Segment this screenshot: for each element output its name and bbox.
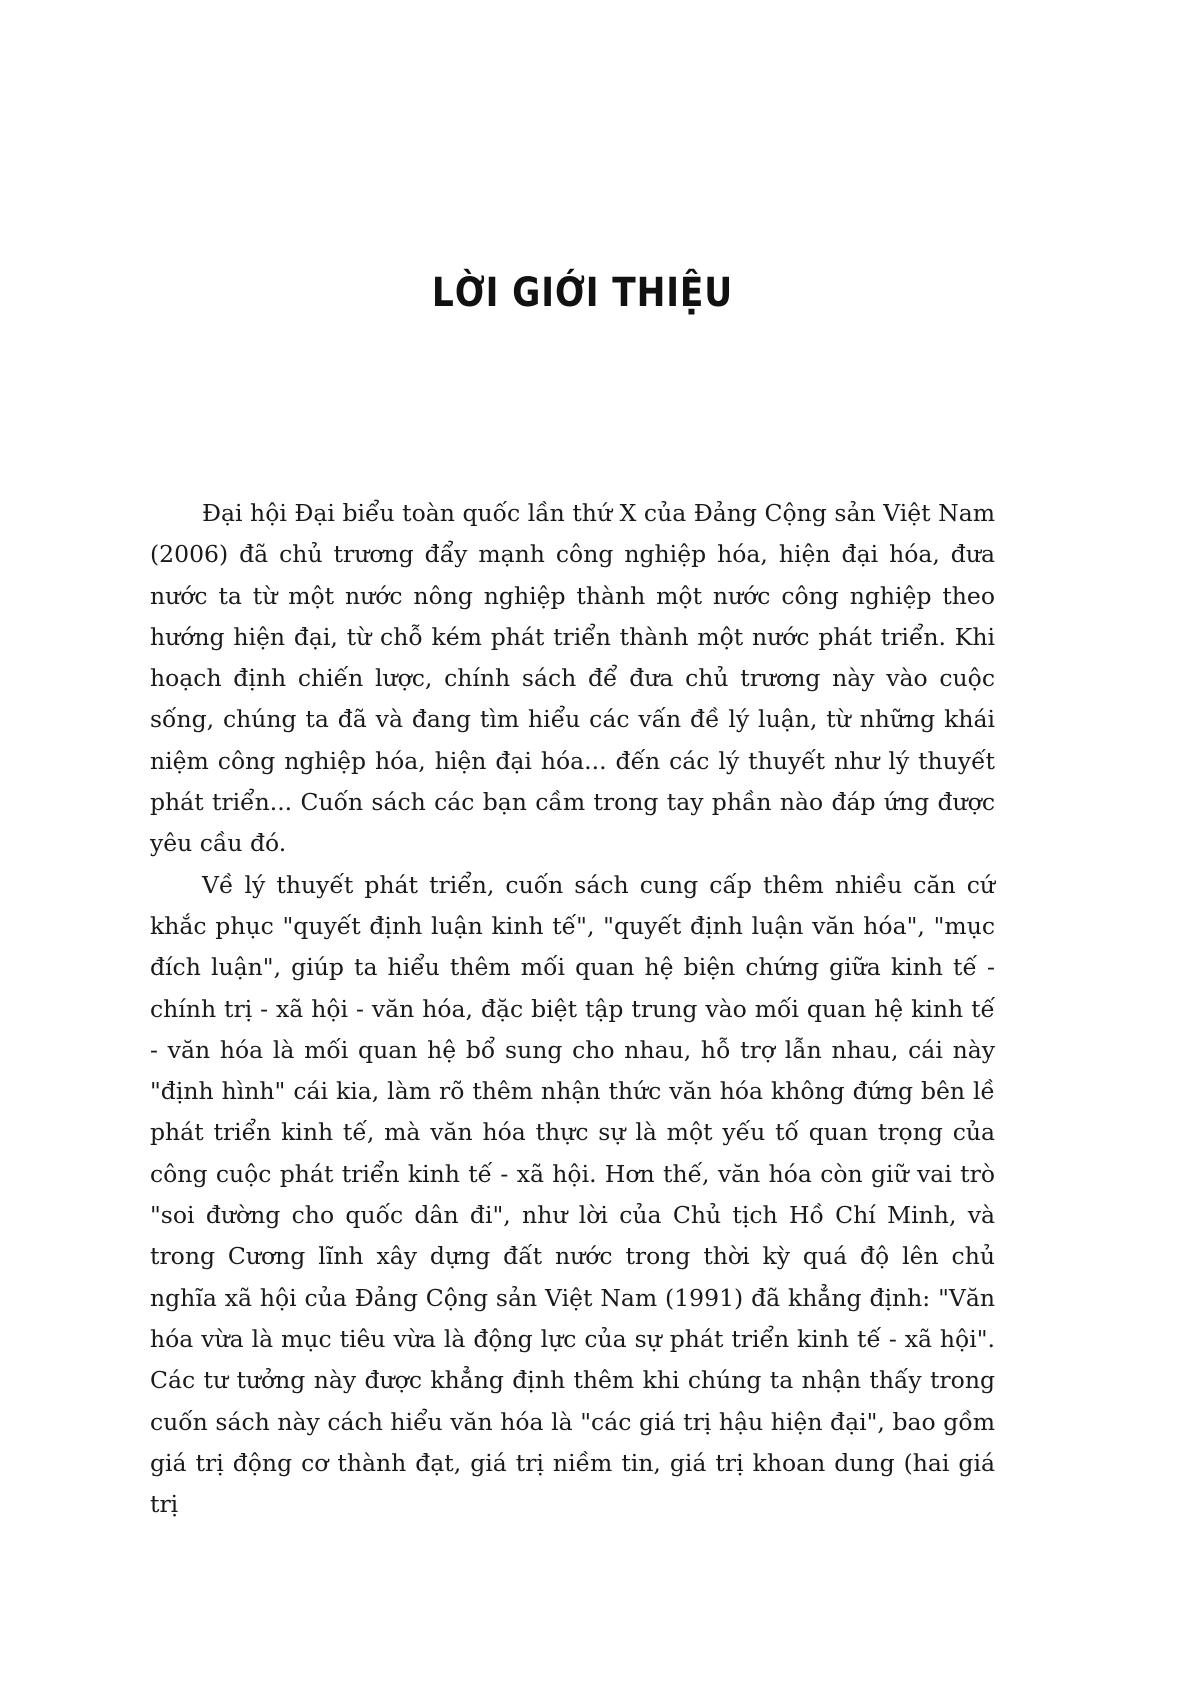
paragraph-1: Đại hội Đại biểu toàn quốc lần thứ X của Đảng Cộng sản Việt Nam (2006) đã chủ trương đẩy mạnh công nghiệp hóa, hiện đại hóa, đưa nước ta từ một nước nông nghiệp thành một nước công nghiệp theo hướng hiện đại, từ chỗ kém phát triển thành một nước phát triển. Khi hoạch định chiến lược, chính sách để đưa chủ trương này vào cuộc sống, chúng ta đã và đang tìm hiểu các vấn đề lý luận, từ những khái niệm công nghiệp hóa, hiện đại hóa... đến các lý thuyết như lý thuyết phát triển... Cuốn sách các bạn cầm trong tay phần nào đáp ứng được yêu cầu đó. <box>150 499 995 858</box>
body-text <box>150 493 995 1525</box>
paragraph-2: Về lý thuyết phát triển, cuốn sách cung cấp thêm nhiều căn cứ khắc phục "quyết định luận kinh tế", "quyết định luận văn hóa", "mục đích luận", giúp ta hiểu thêm mối quan hệ biện chứng giữa kinh tế - chính trị - xã hội - văn hóa, đặc biệt tập trung vào mối quan hệ kinh tế - văn hóa là mối quan hệ bổ sung cho nhau, hỗ trợ lẫn nhau, cái này "định hình" cái kia, làm rõ thêm nhận thức văn hóa không đứng bên lề phát triển kinh tế, mà văn hóa thực sự là một yếu tố quan trọng của công cuộc phát triển kinh tế - xã hội. Hơn thế, văn hóa còn giữ vai trò "soi đường cho quốc dân đi", như lời của Chủ tịch Hồ Chí Minh, và trong Cương lĩnh xây dựng đất nước trong thời kỳ quá độ lên chủ nghĩa xã hội của Đảng Cộng sản Việt Nam (1991) đã khẳng định: "Văn hóa vừa là mục tiêu vừa là động lực của sự phát triển kinh tế - xã hội". Các tư tưởng này được khẳng định thêm khi chúng ta nhận thấy trong cuốn sách này cách hiểu văn hóa là "các giá trị hậu hiện đại", bao gồm giá trị động cơ thành đạt, giá trị niềm tin, giá trị khoan dung (hai giá trị <box>150 870 995 1519</box>
page-title: LỜI GIỚI THIỆU <box>431 270 734 316</box>
